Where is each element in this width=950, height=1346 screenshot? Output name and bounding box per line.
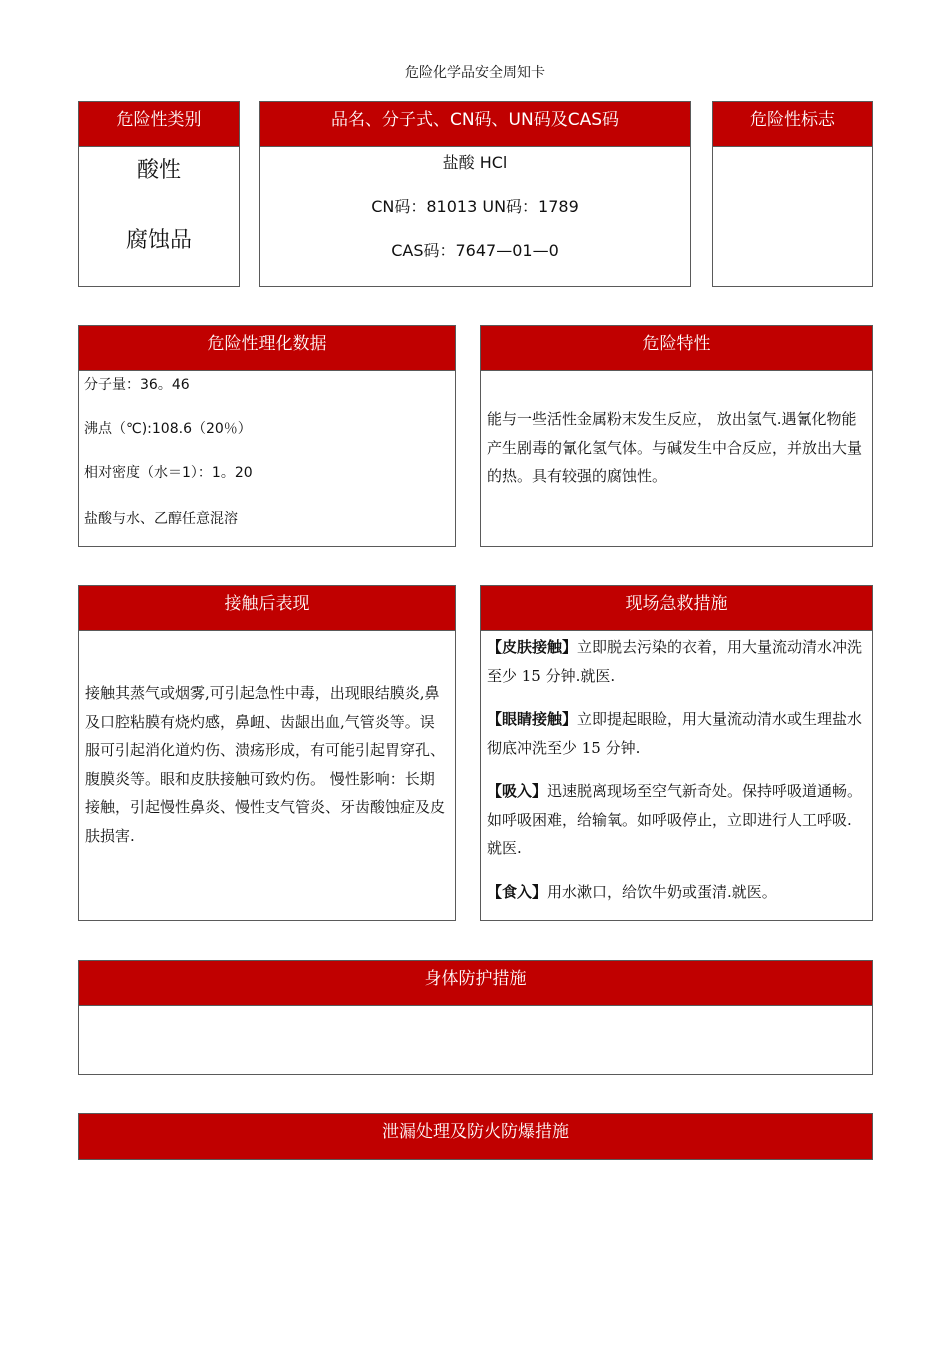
document-title: 危险化学品安全周知卡 [405,65,545,81]
physchem-header: 危险性理化数据 [79,326,455,371]
first-aid-skin-text: 立即脱去污染的衣着，用大量流动清水冲洗至少 15 分钟.就医. [487,638,863,685]
physchem-line-1: 分子量：36。46 [84,377,190,393]
exposure-symptoms-text: 接触其蒸气或烟雾,可引起急性中毒，出现眼结膜炎,鼻及口腔粘膜有烧灼感，鼻衄、齿龈出血,气管炎等。误服可引起消化道灼伤、溃疡形成，有可能引起胃穿孔、腹膜炎等。眼和皮肤接触可致灼伤。 慢性影响：长期接触，引起慢性鼻炎、慢性支气管炎、牙齿酸蚀症及皮肤损害. [85,684,446,845]
first-aid-inhalation-label: 【吸入】 [487,782,548,800]
first-aid-eyes-label: 【眼睛接触】 [487,710,578,728]
hazard-symbol-box [712,101,873,287]
physchem-line-2: 沸点（℃):108.6（20％） [84,421,252,437]
first-aid-ingestion-label: 【食入】 [487,882,548,901]
body-protection-box [78,960,873,1075]
leak-fire-box [78,1113,873,1160]
exposure-symptoms-box [78,585,456,921]
exposure-symptoms-header: 接触后表现 [79,586,455,631]
physchem-box [78,325,456,547]
body-protection-header: 身体防护措施 [79,961,872,1006]
first-aid-header: 现场急救措施 [481,586,872,631]
hazard-symbol-header: 危险性标志 [713,102,872,147]
product-info-box [259,101,691,287]
product-info-header: 品名、分子式、CN码、UN码及CAS码 [260,102,690,147]
first-aid-inhalation [487,777,866,863]
product-name-line: 盐酸 HCl [442,153,508,172]
hazard-properties-header: 危险特性 [481,326,872,371]
first-aid-ingestion [487,878,866,907]
leak-fire-header: 泄漏处理及防火防爆措施 [79,1114,872,1159]
first-aid-box [480,585,873,921]
product-codes-line: CN码：81013 UN码：1789 [371,197,579,216]
first-aid-inhalation-text: 迅速脱离现场至空气新奇处。保持呼吸道通畅。如呼吸困难，给输氧。如呼吸停止，立即进行人工呼吸.就医. [487,782,863,857]
hazard-category-line-1: 酸性 [136,158,181,183]
first-aid-skin-label: 【皮肤接触】 [487,638,578,656]
hazard-properties-text: 能与一些活性金属粉末发生反应， 放出氢气.遇氰化物能产生剧毒的氰化氢气体。与碱发生中合反应，并放出大量的热。具有较强的腐蚀性。 [487,410,863,485]
product-cas-line: CAS码：7647—01—0 [391,241,559,260]
first-aid-ingestion-text: 用水漱口，给饮牛奶或蛋清.就医。 [547,882,777,901]
first-aid-skin [487,633,866,690]
hazard-properties-box [480,325,873,547]
hazard-category-line-2: 腐蚀品 [125,228,192,253]
physchem-line-3: 相对密度（水＝1）：1。20 [84,465,253,481]
physchem-line-4: 盐酸与水、乙醇任意混溶 [84,511,238,527]
hazard-category-header: 危险性类别 [79,102,239,147]
hazard-category-box [78,101,240,287]
first-aid-eyes [487,705,866,762]
first-aid-eyes-text: 立即提起眼睑，用大量流动清水或生理盐水彻底冲洗至少 15 分钟. [487,710,863,757]
